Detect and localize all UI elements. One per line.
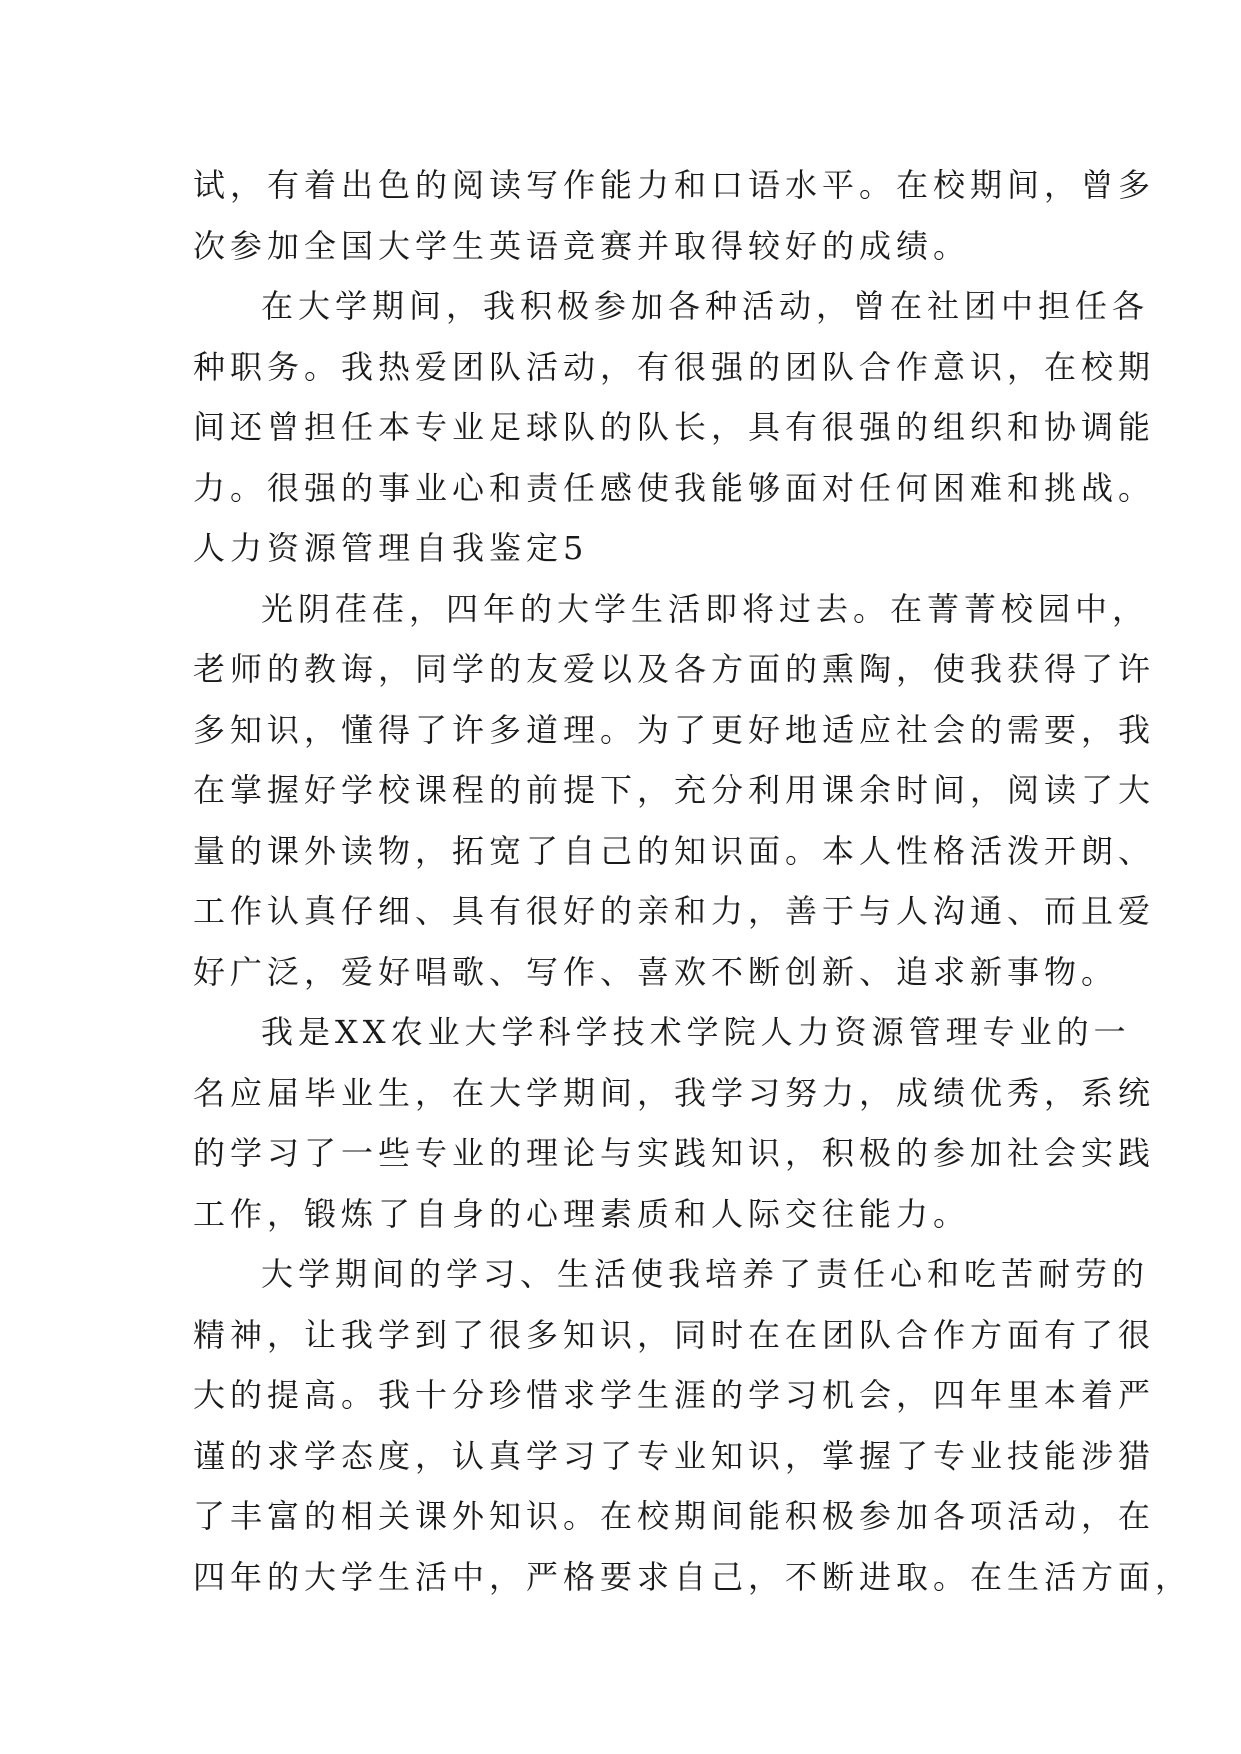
text-line: 在大学期间，我积极参加各种活动，曾在社团中担任各 [261, 287, 1150, 325]
text-line: 在掌握好学校课程的前提下，充分利用课余时间，阅读了大 [193, 771, 1156, 809]
text-line: 间还曾担任本专业足球队的队长，具有很强的组织和协调能 [193, 408, 1156, 446]
text-line: 工作，锻炼了自身的心理素质和人际交往能力。 [193, 1194, 971, 1233]
text-line: 试，有着出色的阅读写作能力和口语水平。在校期间，曾多 [193, 166, 1156, 204]
text-line: 我是XX农业大学科学技术学院人力资源管理专业的一 [261, 1013, 1131, 1051]
section-heading: 人力资源管理自我鉴定5 [193, 529, 589, 567]
text-line: 四年的大学生活中，严格要求自己，不断进取。在生活方面， [193, 1557, 1193, 1596]
text-line: 力。很强的事业心和责任感使我能够面对任何困难和挑战。 [193, 468, 1156, 507]
text-line: 好广泛，爱好唱歌、写作、喜欢不断创新、追求新事物。 [193, 952, 1119, 991]
text-line: 的学习了一些专业的理论与实践知识，积极的参加社会实践 [193, 1134, 1156, 1172]
text-line: 光阴荏荏，四年的大学生活即将过去。在菁菁校园中， [261, 589, 1150, 628]
text-line: 了丰富的相关课外知识。在校期间能积极参加各项活动，在 [193, 1497, 1156, 1535]
text-line: 种职务。我热爱团队活动，有很强的团队合作意识，在校期 [193, 347, 1156, 386]
text-line: 名应届毕业生，在大学期间，我学习努力，成绩优秀，系统 [193, 1073, 1156, 1112]
text-line: 次参加全国大学生英语竞赛并取得较好的成绩。 [193, 226, 971, 265]
text-line: 工作认真仔细、具有很好的亲和力，善于与人沟通、而且爱 [193, 892, 1156, 930]
text-line: 谨的求学态度，认真学习了专业知识，掌握了专业技能涉猎 [193, 1436, 1156, 1475]
text-line: 大的提高。我十分珍惜求学生涯的学习机会，四年里本着严 [193, 1376, 1156, 1414]
text-line: 老师的教诲，同学的友爱以及各方面的熏陶，使我获得了许 [193, 650, 1156, 688]
text-line: 量的课外读物，拓宽了自己的知识面。本人性格活泼开朗、 [193, 831, 1156, 870]
text-line: 多知识，懂得了许多道理。为了更好地适应社会的需要，我 [193, 710, 1156, 749]
text-line: 精神，让我学到了很多知识，同时在在团队合作方面有了很 [193, 1315, 1156, 1354]
document-body [193, 155, 1193, 1607]
text-line: 大学期间的学习、生活使我培养了责任心和吃苦耐劳的 [261, 1255, 1150, 1293]
